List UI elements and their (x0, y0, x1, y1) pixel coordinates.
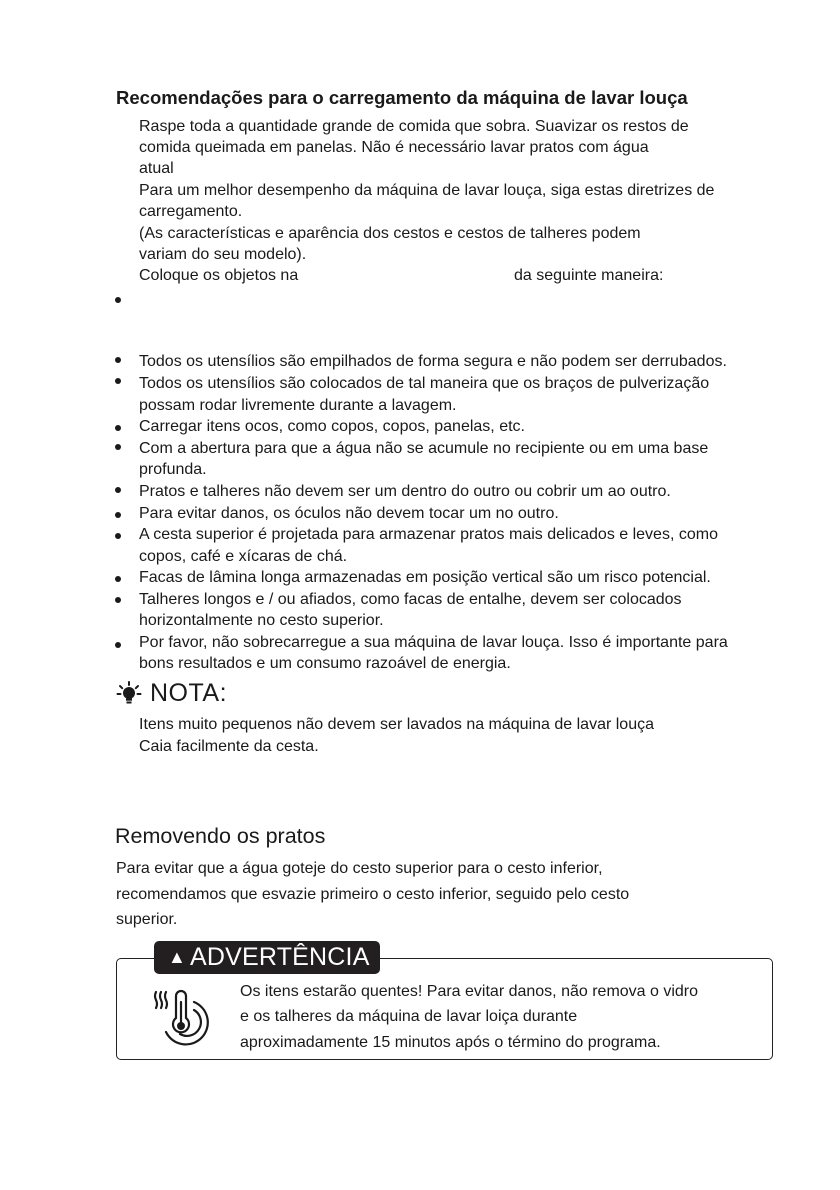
intro-line: atual (139, 160, 174, 177)
bullet-dot (115, 576, 121, 582)
empty-bullet (115, 297, 121, 303)
place-line-end: da seguinte maneira: (514, 267, 664, 284)
removing-title: Removendo os pratos (115, 824, 326, 848)
list-item: A cesta superior é projetada para armazenar pratos mais delicados e leves, como (139, 526, 718, 543)
list-item: Todos os utensílios são empilhados de forma segura e não podem ser derrubados. (139, 353, 727, 370)
removing-line: recomendamos que esvazie primeiro o cesto inferior, seguido pelo cesto (116, 886, 630, 903)
lightbulb-icon (116, 680, 142, 706)
bullet-dot (115, 444, 121, 450)
bullet-dot (115, 533, 121, 539)
warning-line: Os itens estarão quentes! Para evitar danos, não remova o vidro (240, 983, 699, 1000)
intro-line: Para um melhor desempenho da máquina de lavar louça, siga estas diretrizes de (139, 182, 715, 199)
bullet-dot (115, 487, 121, 493)
list-item-continued: possam rodar livremente durante a lavagem. (139, 397, 457, 414)
intro-line: carregamento. (139, 203, 243, 220)
intro-line: Raspe toda a quantidade grande de comida que sobra. Suavizar os restos de (139, 118, 689, 135)
intro-line: comida queimada em panelas. Não é necessário lavar pratos com água (139, 139, 649, 156)
warning-title: ADVERTÊNCIA (190, 943, 370, 971)
place-line-start: Coloque os objetos na (139, 267, 299, 284)
note-header (116, 676, 227, 710)
list-item: Facas de lâmina longa armazenadas em posição vertical são um risco potencial. (139, 569, 711, 586)
hot-temperature-icon (150, 986, 222, 1052)
page-heading: Recomendações para o carregamento da máquina de lavar louça (116, 87, 688, 108)
list-item-continued: bons resultados e um consumo razoável de energia. (139, 655, 511, 672)
list-item: Pratos e talheres não devem ser um dentro do outro ou cobrir um ao outro. (139, 483, 671, 500)
intro-line: variam do seu modelo). (139, 246, 307, 263)
removing-line: Para evitar que a água goteje do cesto superior para o cesto inferior, (116, 860, 603, 877)
note-line: Caia facilmente da cesta. (139, 738, 319, 755)
note-title: NOTA: (150, 678, 228, 707)
bullet-dot (115, 425, 121, 431)
warning-triangle-icon: ▲ (168, 947, 187, 967)
warning-line: aproximadamente 15 minutos após o término do programa. (240, 1034, 661, 1051)
list-item: Para evitar danos, os óculos não devem tocar um no outro. (139, 505, 559, 522)
list-item-continued: horizontalmente no cesto superior. (139, 612, 384, 629)
bullet-dot (115, 378, 121, 384)
warning-line: e os talheres da máquina de lavar loiça durante (240, 1008, 578, 1025)
bullet-dot (115, 512, 121, 518)
bullet-dot (115, 357, 121, 363)
list-item: Por favor, não sobrecarregue a sua máquina de lavar louça. Isso é importante para (139, 634, 728, 651)
list-item: Carregar itens ocos, como copos, copos, panelas, etc. (139, 418, 525, 435)
list-item: Talheres longos e / ou afiados, como facas de entalhe, devem ser colocados (139, 591, 682, 608)
warning-label (154, 941, 380, 974)
list-item-continued: profunda. (139, 461, 207, 478)
bullet-dot (115, 597, 121, 603)
note-line: Itens muito pequenos não devem ser lavados na máquina de lavar louça (139, 716, 654, 733)
list-item: Com a abertura para que a água não se acumule no recipiente ou em uma base (139, 440, 709, 457)
removing-line: superior. (116, 911, 178, 928)
intro-line: (As características e aparência dos cestos e cestos de talheres podem (139, 225, 641, 242)
bullet-dot (115, 642, 121, 648)
list-item: Todos os utensílios são colocados de tal maneira que os braços de pulverização (139, 375, 710, 392)
list-item-continued: copos, café e xícaras de chá. (139, 548, 348, 565)
